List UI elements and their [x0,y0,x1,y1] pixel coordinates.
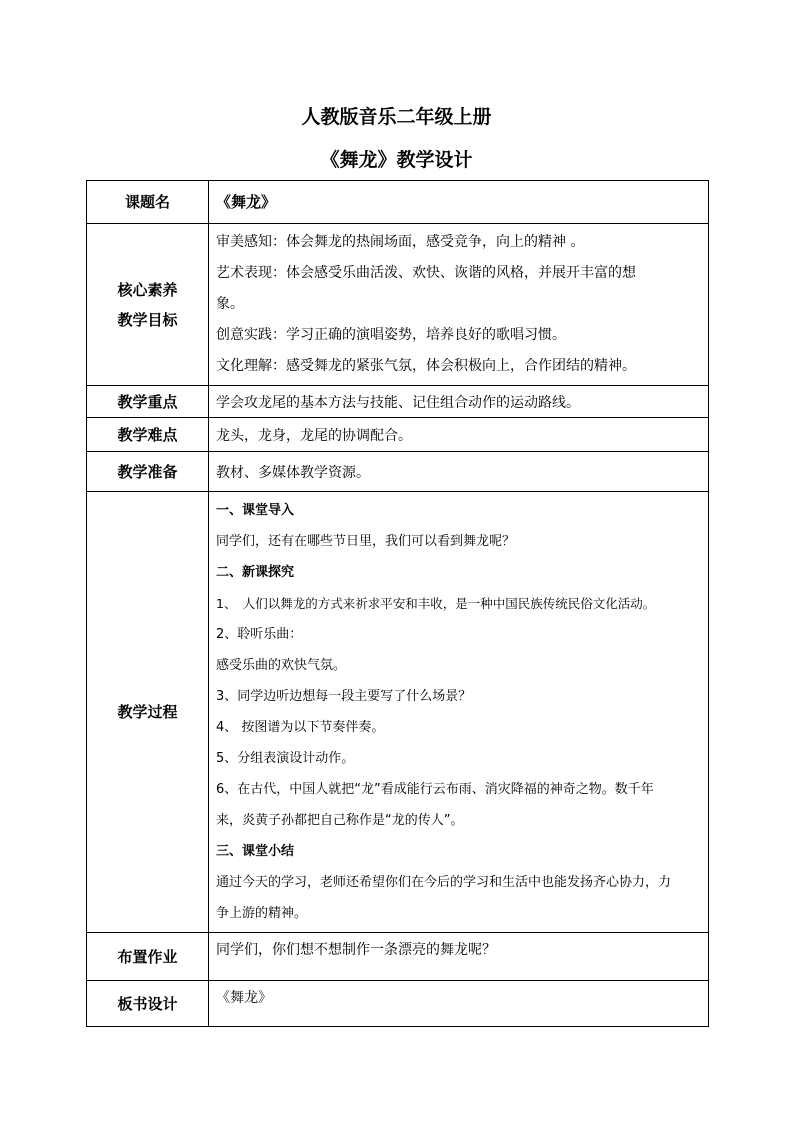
goal-artistic-1: 艺术表现：体会感受乐曲活泼、欢快、诙谐的风格，并展开丰富的想 [216,265,636,281]
label-difficulties: 教学难点 [87,418,209,452]
value-goals [209,224,709,386]
goal-creative: 创意实践：学习正确的演唱姿势，培养良好的歌唱习惯。 [216,327,566,343]
row-difficulties [87,418,709,452]
label-key-points: 教学重点 [87,386,209,418]
label-goals-line1: 核心素养 [117,280,178,299]
goal-cultural: 文化理解：感受舞龙的紧张气氛，体会积极向上，合作团结的精神。 [216,358,636,374]
label-process: 教学过程 [87,492,209,933]
value-difficulties: 龙头，龙身，龙尾的协调配合。 [209,418,709,452]
process-line: 6、在古代，中国人就把“龙”看成能行云布雨、消灾降福的神奇之物。数千年 [216,782,654,797]
value-key-points: 学会攻龙尾的基本方法与技能、记住组合动作的运动路线。 [209,386,709,418]
lesson-plan-table [86,180,709,1027]
row-process [87,492,709,933]
goal-aesthetic: 审美感知：体会舞龙的热闹场面，感受竞争，向上的精神 。 [216,234,585,250]
process-line: 感受乐曲的欢快气氛。 [216,658,347,673]
value-homework: 同学们，你们想不想制作一条漂亮的舞龙呢？ [209,933,709,981]
process-line: 3、同学边听边想每一段主要写了什么场景？ [216,689,472,704]
row-key-points [87,386,709,418]
process-line: 来，炎黄子孙都把自己称作是“龙的传人”。 [216,813,464,828]
process-section-summary: 三、课堂小结 [216,844,295,859]
label-goals [87,224,209,386]
row-homework [87,933,709,981]
row-goals [87,224,709,386]
value-topic [209,181,709,224]
label-board: 板书设计 [87,981,209,1027]
lesson-title: 《舞龙》 [216,193,277,211]
row-topic [87,181,709,224]
document-subtitle: 《舞龙》教学设计 [320,149,473,171]
process-line: 4、 按图谱为以下节奏伴奏。 [216,720,385,735]
document-title: 人教版音乐二年级上册 [301,106,492,128]
process-section-intro: 一、课堂导入 [216,503,295,518]
process-line: 通过今天的学习，老师还希望你们在今后的学习和生活中也能发扬齐心协力，力 [216,875,672,890]
row-preparation [87,452,709,492]
value-preparation: 教材、多媒体教学资源。 [209,452,709,492]
process-line: 同学们，还有在哪些节日里，我们可以看到舞龙呢？ [216,534,516,549]
goal-artistic-2: 象。 [216,296,244,312]
row-board [87,981,709,1027]
value-board: 《舞龙》 [209,981,709,1027]
label-homework: 布置作业 [87,933,209,981]
process-section-explore: 二、新课探究 [216,565,295,580]
process-line: 2、聆听乐曲： [216,627,303,642]
process-line: 争上游的精神。 [216,906,308,921]
process-line: 5、分组表演设计动作。 [216,751,355,766]
process-line: 1、 人们以舞龙的方式来祈求平安和丰收，是一种中国民族传统民俗文化活动。 [216,596,656,611]
label-goals-line2: 教学目标 [117,310,178,329]
label-preparation: 教学准备 [87,452,209,492]
label-topic: 课题名 [87,181,209,224]
value-process [209,492,709,933]
